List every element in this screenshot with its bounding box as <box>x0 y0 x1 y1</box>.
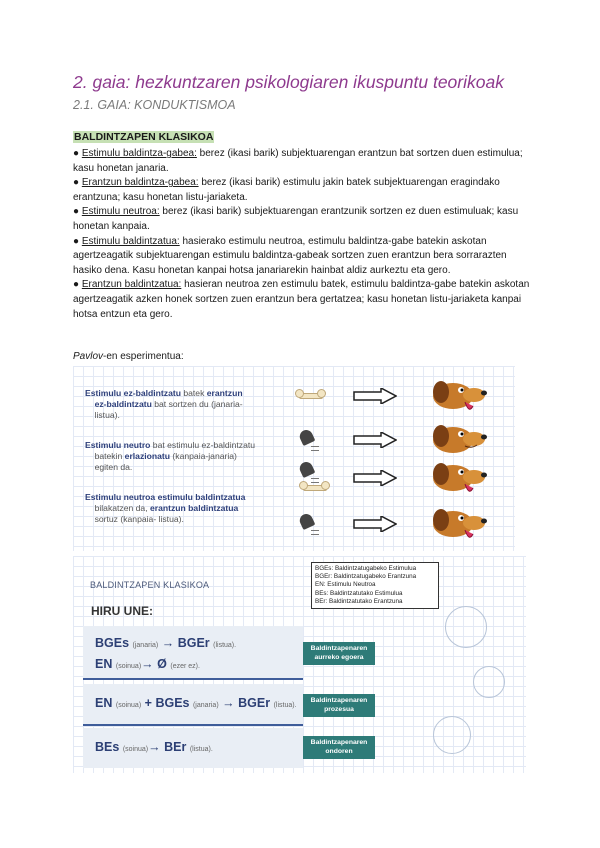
figure-caption: Pavlov-en esperimentua: <box>73 351 184 362</box>
stage-tag: Baldintzapenaren prozesua <box>303 694 375 717</box>
decorative-doodle <box>433 716 471 754</box>
formula-line: EN (soinua) + BGEs (janaria) → BGEr (listua). <box>95 696 297 710</box>
dog-drooling-icon <box>419 378 489 414</box>
bell-icon <box>297 512 317 534</box>
decorative-doodle <box>445 606 487 648</box>
figure1-illustration-row <box>289 422 509 458</box>
bone-icon <box>295 390 325 400</box>
stage-tag: Baldintzapenaren aurreko egoera <box>303 642 375 665</box>
legend-item: BGEr: Baldintzatugabeko Erantzuna <box>315 573 417 581</box>
definition-item: ● Estimulu baldintzatua: hasierako estimulu neutroa, estimulu baldintza-gabe batekin askotan agertzeagatik subjektuarengan estimulu baldintza-gabeak sortzen zuen erantzun bera sorrarazten hasiko dena. Kasu honetan kanpai hotsa janariarekin hainbat aldiz aurkeztu eta gero. <box>73 235 507 276</box>
page-title: 2. gaia: hezkuntzaren psikologiaren ikuspuntu teorikoak <box>73 72 504 92</box>
abbreviation-legend <box>311 562 439 609</box>
figure1-illustration-row <box>289 506 509 542</box>
definition-term: Erantzun baldintza-gabea: <box>81 177 199 189</box>
stage-tag: Baldintzapenaren ondoren <box>303 736 375 759</box>
formula-line: BEs (soinua)→ BEr (listua). <box>95 740 213 754</box>
figure1-text-row: Estimulu neutro bat estimulu ez-baldintzatu batekin erlazionatu (kanpaia-janaria) egiten da. <box>85 440 256 472</box>
definition-item: ● Erantzun baldintzatua: hasieran neutroa zen estimulu batek, estimulu baldintza-gabe batekin askotan agertzeagatik azken honek sortzen zuen erantzun bera gertatzea; kasu honetan listu-jariaketa kanpai hotsa entzun eta gero. <box>73 279 530 320</box>
dog-icon <box>419 422 489 458</box>
definition-term: Estimulu baldintzatua: <box>81 235 180 247</box>
arrow-icon <box>353 470 397 486</box>
legend-item: EN: Estimulu Neutroa <box>315 581 376 589</box>
decorative-doodle <box>473 666 505 698</box>
definitions-list <box>73 147 535 322</box>
figure2-subheading: HIRU UNE: <box>91 604 153 618</box>
definition-item: ● Estimulu baldintza-gabea: berez (ikasi barik) subjektuarengan erantzun bat sortzen duen estimulua; kasu honetan janaria. <box>73 148 523 174</box>
page-subtitle: 2.1. GAIA: KONDUKTISMOA <box>73 98 236 112</box>
legend-item: BEs: Baldintzatutako Estimulua <box>315 589 403 597</box>
figure1-illustration-row <box>289 460 509 496</box>
figure2-heading: BALDINTZAPEN KLASIKOA <box>90 580 210 590</box>
section-heading: BALDINTZAPEN KLASIKOA <box>74 131 214 143</box>
formula-line: BGEs (janaria) → BGEr (listua). <box>95 636 237 650</box>
definition-item: ● Estimulu neutroa: berez (ikasi barik) subjektuarengan erantzunik sortzen ez duen estimuluak; kasu honetan kanpaia. <box>73 206 519 232</box>
definition-term: Estimulu baldintza-gabea: <box>81 148 197 159</box>
bell-icon <box>297 460 317 482</box>
definition-term: Erantzun baldintzatua: <box>81 279 182 291</box>
classical-conditioning-figure <box>73 556 526 773</box>
stage-divider <box>83 678 303 680</box>
arrow-icon <box>353 432 397 448</box>
arrow-icon <box>353 388 397 404</box>
definition-item: ● Erantzun baldintza-gabea: berez (ikasi barik) estimulu jakin batek subjektuarengan eragindako erantzuna; kasu honetan listu-jariaketa. <box>73 177 500 203</box>
figure1-text-row: Estimulu neutroa estimulu baldintzatua bilakatzen da, erantzun baldintzatua sortuz (kanpaia- listua). <box>85 492 246 524</box>
definition-term: Estimulu neutroa: <box>81 206 160 218</box>
figure1-illustration-row <box>289 378 509 414</box>
pavlov-experiment-figure <box>73 366 515 551</box>
stage-divider <box>83 724 303 726</box>
figure1-text-row: Estimulu ez-baldintzatu batek erantzun ez-baldintzatu bat sortzen du (janaria- listua). <box>85 388 243 420</box>
formula-line: EN (soinua)→ Ø (ezer ez). <box>95 657 200 671</box>
dog-drooling-icon <box>419 460 489 496</box>
dog-drooling-icon <box>419 506 489 542</box>
legend-item: BEr: Baldintzatutako Erantzuna <box>315 597 403 605</box>
bone-icon <box>299 482 329 492</box>
bell-icon <box>297 428 317 450</box>
arrow-icon <box>353 516 397 532</box>
legend-item: BGEs: Baldintzatugabeko Estimulua <box>315 565 417 572</box>
